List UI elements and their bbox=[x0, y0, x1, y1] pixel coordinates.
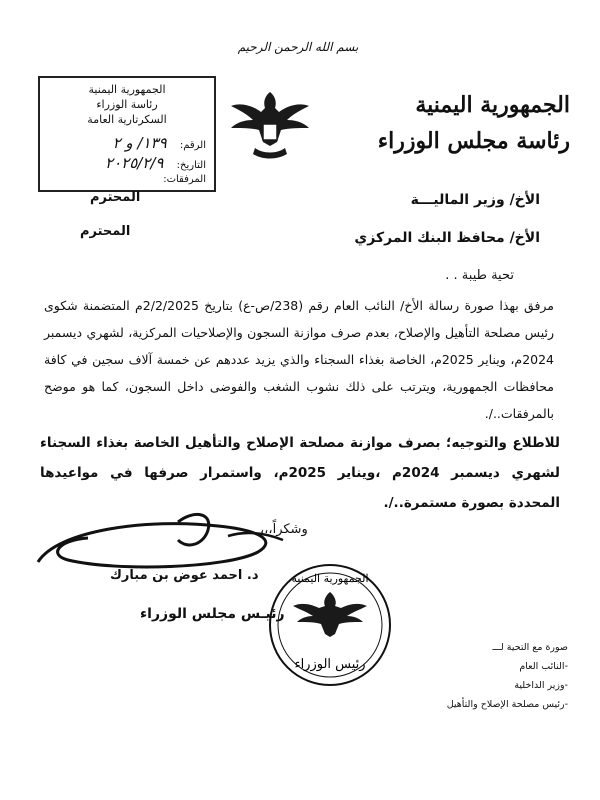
copies-heading: صورة مع التحية لـــ bbox=[492, 642, 568, 653]
stamp-line1: الجمهورية اليمنية bbox=[88, 83, 166, 96]
stamp-attach-label: المرفقات: bbox=[163, 174, 206, 185]
directive-paragraph: للاطلاع والتوجيه؛ بصرف موازنة مصلحة الإصلاح والتأهيل الخاصة بغذاء السجناء لشهري ديسمبر 2024م ،ويناير 2025م، واستمرار صرفها في مواعيدها المحددة بصورة مستمرة../. bbox=[40, 435, 560, 511]
official-seal bbox=[265, 560, 395, 690]
respect-minister: المحترم bbox=[90, 190, 141, 205]
signatory-name: د. احمد عوض بن مبارك bbox=[110, 568, 259, 583]
stamp-line3: السكرتارية العامة bbox=[87, 113, 167, 126]
yemen-eagle-emblem-icon bbox=[225, 82, 315, 172]
stamp-date bbox=[48, 154, 206, 172]
stamp-ref bbox=[48, 134, 206, 152]
copy-item: -وزير الداخلية bbox=[514, 680, 568, 691]
greeting: تحية طيبة . . bbox=[445, 268, 514, 283]
thanks: وشكراً،،، bbox=[260, 522, 308, 537]
body-paragraph: مرفق بهذا صورة رسالة الأخ/ النائب العام رقم (238/ص-ع) بتاريخ 2/2/2025م المتضمنة شكوى رئيس مصلحة التأهيل والإصلاح، بعدم صرف موازنة السجون والإصلاحيات المركزية، لشهري ديسمبر 2024م، ويناير 2025م، الخاصة بغذاء السجناء والذي يزيد عددهم عن خمسة آلاف سجين في كافة محافظات الجمهورية، ويترتب على ذلك نشوب الشغب والفوضى داخل السجون، كما هو موضح بالمرفقات../. bbox=[44, 298, 555, 421]
stamp-date-label: التاريخ: bbox=[176, 160, 206, 171]
stamp-line2: رئاسة الوزراء bbox=[96, 98, 158, 111]
header-country: الجمهورية اليمنية bbox=[415, 92, 570, 118]
addressee-minister: الأخ/ وزير الماليـــة bbox=[410, 192, 540, 208]
stamp-date-value: ٢٠٢٥/٢/٩ bbox=[105, 154, 164, 172]
header-office: رئاسة مجلس الوزراء bbox=[377, 128, 570, 154]
incoming-stamp bbox=[38, 76, 216, 192]
basmala: بسم الله الرحمن الرحيم bbox=[237, 40, 359, 54]
copy-item: -النائب العام bbox=[519, 661, 568, 672]
stamp-ref-label: الرقم: bbox=[179, 140, 206, 151]
copies-list bbox=[408, 638, 568, 714]
stamp-attachments bbox=[48, 174, 206, 185]
seal-bottom-text: رئيس الوزراء bbox=[294, 657, 366, 672]
stamp-ref-value: ١٣٩/ و ٢ bbox=[112, 134, 167, 152]
seal-top-text: الجمهورية اليمنية bbox=[291, 572, 369, 585]
copy-item: -رئيس مصلحة الإصلاح والتأهيل bbox=[446, 699, 568, 710]
signatory-title: رئيـس مجلس الوزراء bbox=[140, 606, 285, 622]
respect-governor: المحترم bbox=[80, 224, 131, 239]
addressee-governor: الأخ/ محافظ البنك المركزي bbox=[354, 230, 540, 246]
